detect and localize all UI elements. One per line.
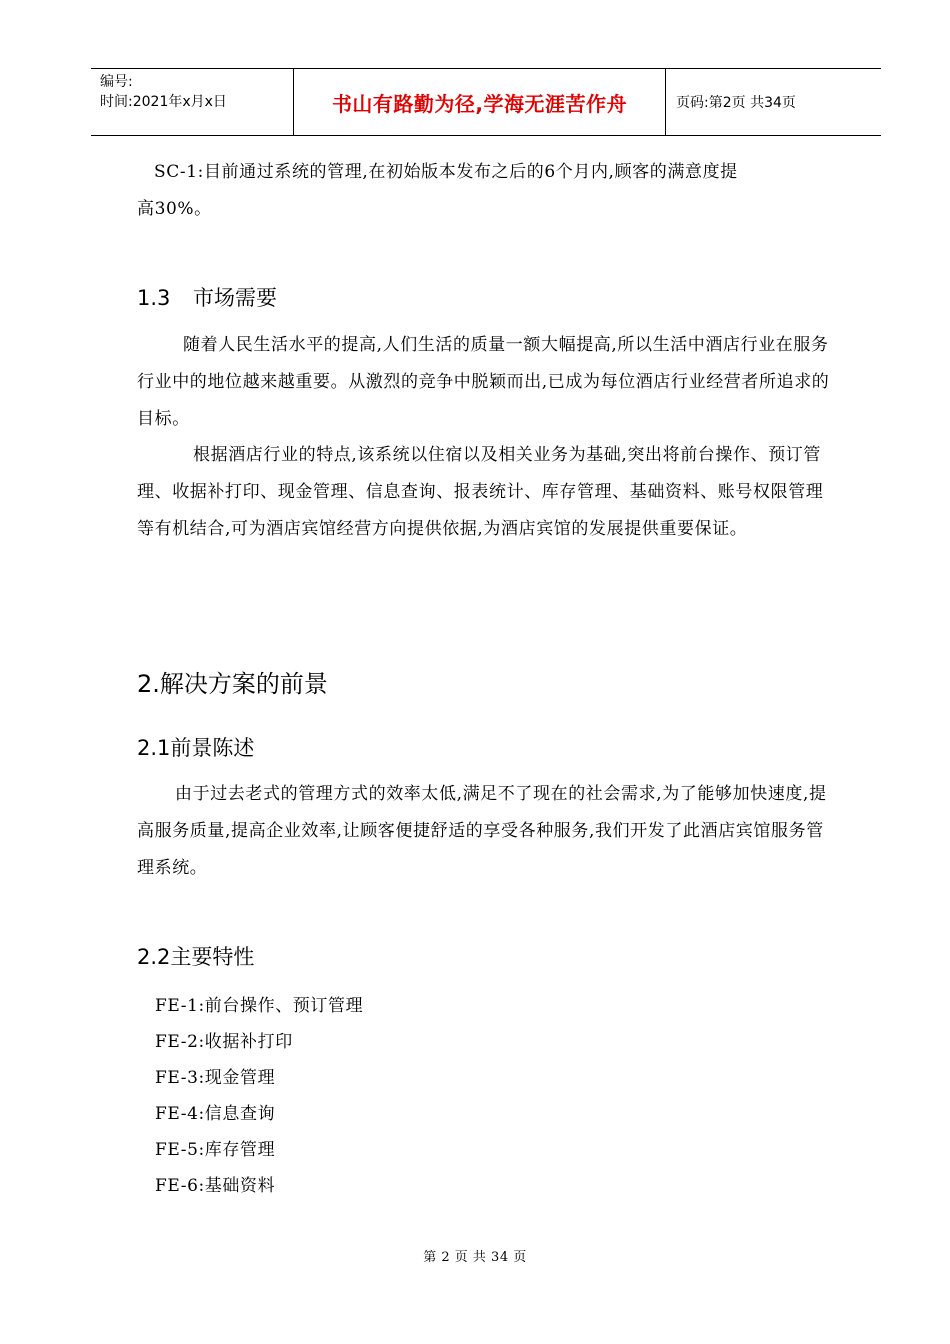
list-item: FE-2:收据补打印 <box>155 1032 293 1052</box>
feature-list <box>155 988 363 1204</box>
section-1-3-paragraph-1: 随着人民生活水平的提高,人们生活的质量一额大幅提高,所以生活中酒店行业在服务行业中的地位越来越重要。从激烈的竞争中脱颖而出,已成为每位酒店行业经营者所追求的目标。 <box>137 335 830 429</box>
section-2-heading: 2.解决方案的前景 <box>137 670 328 698</box>
section-2-1-paragraph: 由于过去老式的管理方式的效率太低,满足不了现在的社会需求,为了能够加快速度,提高服务质量,提高企业效率,让顾客便捷舒适的享受各种服务,我们开发了此酒店宾馆服务管理系统。 <box>137 784 827 878</box>
list-item: FE-1:前台操作、预订管理 <box>155 996 364 1016</box>
section-1-3-heading <box>137 282 277 312</box>
list-item: FE-3:现金管理 <box>155 1068 276 1088</box>
header-meta-cell <box>91 69 293 135</box>
section-2-2-heading: 2.2主要特性 <box>137 945 255 969</box>
section-1-3-title: 市场需要 <box>193 286 277 310</box>
header-page-info: 页码:第2页 共34页 <box>676 95 796 111</box>
page-footer: 第 2 页 共 34 页 <box>423 1250 527 1265</box>
header-time-label: 时间:2021年x月x日 <box>100 94 227 110</box>
header-motto: 书山有路勤为径,学海无涯苦作舟 <box>293 69 666 135</box>
section-1-3-number: 1.3 <box>137 286 171 310</box>
list-item: FE-6:基础资料 <box>155 1176 276 1196</box>
list-item: FE-4:信息查询 <box>155 1104 276 1124</box>
page-header <box>91 68 881 136</box>
sc1-line-1: SC-1:目前通过系统的管理,在初始版本发布之后的6个月内,顾客的满意度提 <box>154 162 738 182</box>
list-item: FE-5:库存管理 <box>155 1140 276 1160</box>
section-1-3-paragraph-2: 根据酒店行业的特点,该系统以住宿以及相关业务为基础,突出将前台操作、预订管理、收据补打印、现金管理、信息查询、报表统计、库存管理、基础资料、账号权限管理等有机结合,可为酒店宾馆经营方向提供依据,为酒店宾馆的发展提供重要保证。 <box>137 445 824 539</box>
section-2-1-heading: 2.1前景陈述 <box>137 736 255 760</box>
header-number-label: 编号: <box>100 74 133 90</box>
sc1-line-2: 高30%。 <box>137 199 212 219</box>
